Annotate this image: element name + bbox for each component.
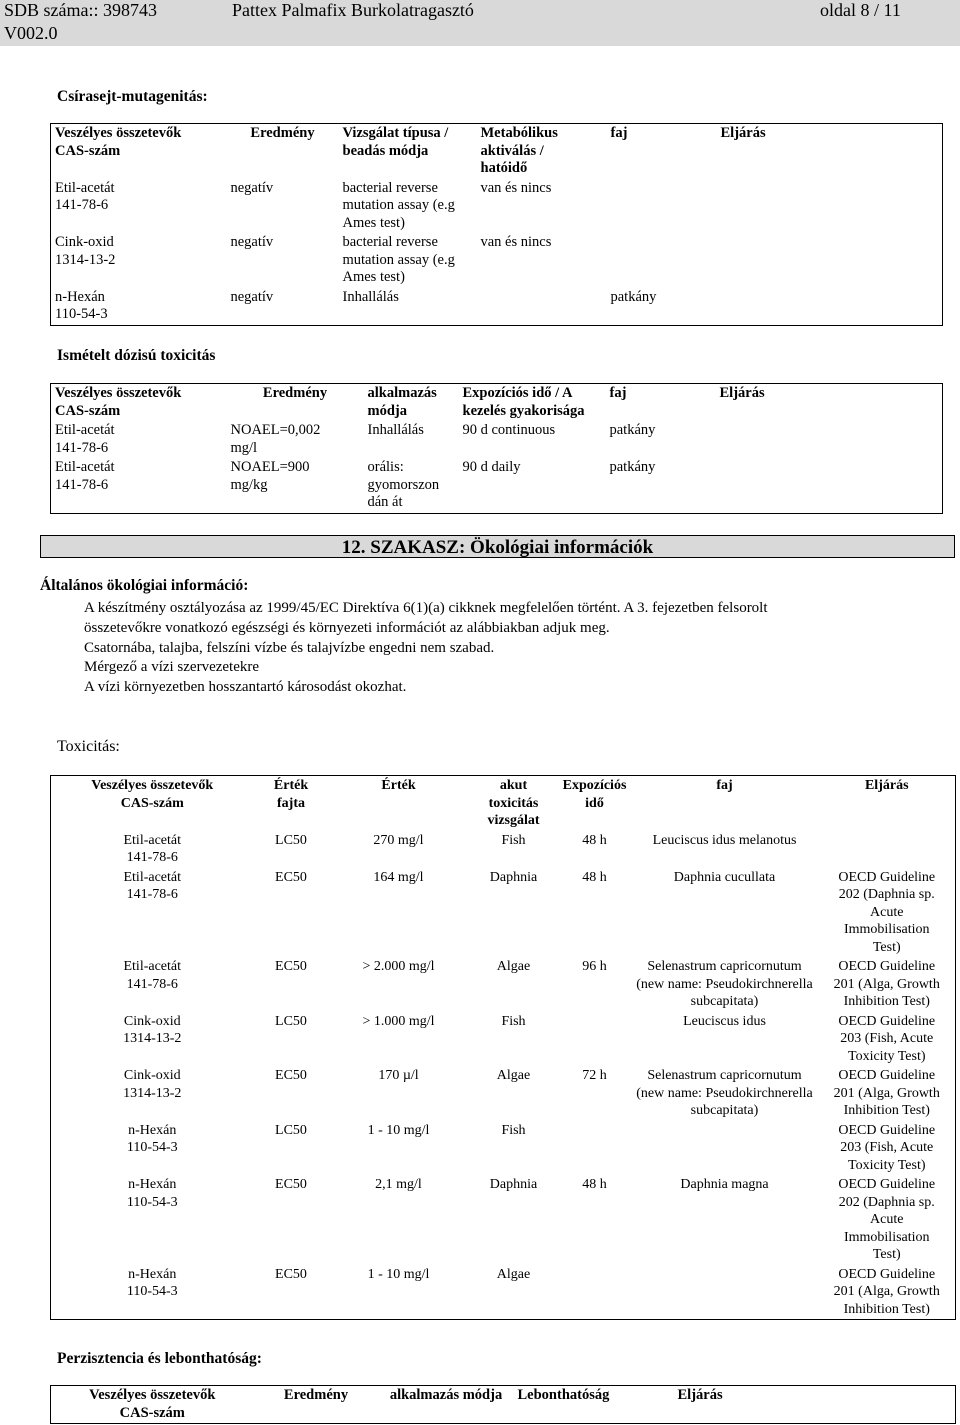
method-line: 202 (Daphnia sp. bbox=[838, 1194, 935, 1210]
method-line: 203 (Fish, Acute bbox=[840, 1031, 934, 1046]
cas-number: 1314-13-2 bbox=[123, 1031, 182, 1046]
ingredient-name: n-Hexán bbox=[128, 1177, 177, 1192]
method-line: Test) bbox=[872, 939, 901, 955]
col-acute-2: toxicitás bbox=[488, 795, 539, 811]
col-value-type-2: fajta bbox=[277, 795, 305, 811]
col-metab-2: aktiválás / bbox=[480, 142, 544, 159]
acute-test: Algae bbox=[496, 1068, 531, 1083]
table-row bbox=[51, 1121, 956, 1176]
species bbox=[631, 1265, 819, 1320]
acute-test: Fish bbox=[501, 1013, 526, 1029]
test-type-3: Ames test) bbox=[342, 269, 405, 285]
species-line: Selenastrum capricornutum bbox=[647, 1068, 802, 1083]
col-exposure: Expozíciós idő / A bbox=[462, 385, 573, 401]
method-line: OECD Guideline bbox=[838, 869, 936, 885]
species-line: subcapitata) bbox=[690, 994, 759, 1009]
value: 2,1 mg/l bbox=[375, 1177, 422, 1192]
method-line: Toxicity Test) bbox=[848, 1157, 926, 1173]
col-ingredient: Veszélyes összetevők bbox=[89, 1387, 216, 1403]
col-acute-3: vizsgálat bbox=[487, 813, 540, 828]
species: patkány bbox=[610, 288, 657, 305]
table-row bbox=[51, 421, 943, 458]
method bbox=[819, 1265, 956, 1320]
ingredient-name: Cink-oxid bbox=[123, 1013, 181, 1029]
species-line: Daphnia magna bbox=[680, 1177, 769, 1192]
method-line: 202 (Daphnia sp. bbox=[838, 887, 935, 902]
test-type: bacterial reverse bbox=[342, 234, 438, 250]
test-type-2: mutation assay (e.g bbox=[342, 197, 455, 213]
germ-cell-title: Csírasejt-mutagenitás: bbox=[57, 88, 208, 105]
species bbox=[607, 179, 717, 234]
cas-number: 141-78-6 bbox=[55, 476, 109, 493]
species bbox=[631, 831, 819, 868]
repeated-dose-title: Ismételt dózisú toxicitás bbox=[57, 347, 216, 364]
method-line: OECD Guideline bbox=[838, 1122, 936, 1138]
col-species: faj bbox=[610, 125, 628, 141]
col-result: Eredmény bbox=[250, 125, 315, 141]
cas-number: 141-78-6 bbox=[55, 439, 109, 456]
col-acute: akut bbox=[499, 778, 528, 793]
table-row bbox=[51, 288, 943, 326]
species bbox=[631, 1175, 819, 1265]
col-application: alkalmazás módja bbox=[389, 1387, 503, 1403]
toxicity-table bbox=[50, 775, 956, 1320]
col-cas: CAS-szám bbox=[55, 402, 121, 419]
col-degradability: Lebonthatóság bbox=[517, 1387, 610, 1403]
exposure-time: 96 h bbox=[582, 959, 607, 974]
ingredient-name: Etil-acetát bbox=[55, 179, 115, 196]
page-header bbox=[0, 0, 960, 46]
table-row bbox=[51, 179, 943, 234]
method-line: Immobilisation bbox=[843, 922, 930, 937]
col-exposure: Expozíciós bbox=[562, 778, 627, 793]
table-row bbox=[51, 1175, 956, 1265]
persistence-table bbox=[50, 1385, 956, 1424]
value: 170 µ/l bbox=[378, 1068, 419, 1083]
method-line: OECD Guideline bbox=[838, 1266, 936, 1282]
col-result: Eredmény bbox=[262, 385, 328, 401]
col-species: faj bbox=[716, 778, 733, 793]
exposure: 90 d daily bbox=[462, 459, 521, 475]
method bbox=[819, 1121, 956, 1176]
exposure: 90 d continuous bbox=[462, 422, 556, 438]
ingredient-cell bbox=[51, 957, 254, 1012]
ingredient-cell bbox=[51, 868, 254, 958]
species-line: (new name: Pseudokirchnerella bbox=[636, 1085, 813, 1101]
product-name: Pattex Palmafix Burkolatragasztó bbox=[232, 0, 474, 20]
cas-number: 141-78-6 bbox=[55, 197, 109, 213]
test-type-2: mutation assay (e.g bbox=[342, 251, 455, 268]
ingredient-name: n-Hexán bbox=[128, 1266, 177, 1282]
method bbox=[819, 868, 956, 958]
col-metab: Metabólikus bbox=[480, 125, 558, 141]
eco-line: Mérgező a vízi szervezetekre bbox=[84, 659, 260, 676]
acute-test: Fish bbox=[501, 832, 526, 848]
col-exposure-2: idő bbox=[585, 795, 604, 811]
metab: van és nincs bbox=[480, 179, 552, 196]
value-type: EC50 bbox=[275, 869, 307, 885]
method-line: OECD Guideline bbox=[838, 1068, 936, 1083]
test-type: Inhallálás bbox=[342, 288, 399, 305]
col-ingredient: Veszélyes összetevők bbox=[55, 125, 182, 141]
ingredient-cell bbox=[51, 1066, 254, 1121]
col-test-type: Vizsgálat típusa / bbox=[342, 125, 449, 141]
general-eco-text bbox=[84, 599, 954, 698]
test-type-3: Ames test) bbox=[342, 214, 405, 231]
method-line: Inhibition Test) bbox=[843, 994, 930, 1009]
col-application-2: módja bbox=[367, 402, 407, 419]
ingredient-cell bbox=[51, 1121, 254, 1176]
value-type: EC50 bbox=[275, 959, 307, 974]
general-eco-title: Általános ökológiai információ: bbox=[40, 577, 249, 594]
col-value: Érték bbox=[381, 778, 416, 793]
species: patkány bbox=[609, 422, 656, 438]
version: V002.0 bbox=[4, 23, 58, 43]
cas-number: 1314-13-2 bbox=[55, 251, 116, 268]
application-3: dán át bbox=[367, 494, 403, 510]
col-test-type-2: beadás módja bbox=[342, 142, 429, 159]
col-exposure-2: kezelés gyakorisága bbox=[462, 402, 585, 419]
table-header-row bbox=[51, 384, 943, 422]
col-cas: CAS-szám bbox=[55, 142, 121, 159]
result-unit: mg/l bbox=[230, 439, 258, 456]
table-header-row bbox=[51, 1386, 956, 1424]
method-line: Immobilisation bbox=[843, 1229, 930, 1245]
species-line: Selenastrum capricornutum bbox=[647, 959, 802, 974]
method-line: Toxicity Test) bbox=[848, 1048, 926, 1064]
ingredient-cell bbox=[51, 1265, 254, 1320]
method bbox=[819, 957, 956, 1012]
species bbox=[631, 1012, 819, 1067]
method bbox=[717, 288, 943, 326]
table-row bbox=[51, 1066, 956, 1121]
col-ingredient: Veszélyes összetevők bbox=[55, 385, 182, 401]
method bbox=[716, 421, 943, 458]
eco-line: Csatornába, talajba, felszíni vízbe és talajvízbe engedni nem szabad. bbox=[84, 639, 495, 656]
sdb-number: SDB száma:: 398743 bbox=[4, 0, 157, 20]
table-header-row bbox=[51, 776, 956, 831]
acute-test: Daphnia bbox=[489, 1177, 538, 1192]
col-metab-3: hatóidő bbox=[480, 160, 528, 176]
cas-number: 110-54-3 bbox=[126, 1140, 178, 1155]
table-row bbox=[51, 831, 956, 868]
species: patkány bbox=[609, 459, 656, 475]
species-line: Leuciscus idus melanotus bbox=[652, 832, 797, 848]
col-cas: CAS-szám bbox=[120, 795, 184, 811]
ingredient-cell bbox=[51, 831, 254, 868]
method-line: OECD Guideline bbox=[838, 1177, 936, 1192]
ingredient-name: Etil-acetát bbox=[123, 832, 182, 848]
method bbox=[717, 233, 943, 288]
col-method: Eljárás bbox=[677, 1387, 723, 1403]
exposure-time: 48 h bbox=[582, 832, 607, 848]
metab: van és nincs bbox=[480, 234, 552, 250]
result: negatív bbox=[230, 179, 274, 196]
exposure-time bbox=[559, 1121, 631, 1176]
table-row bbox=[51, 868, 956, 958]
method-line: 201 (Alga, Growth bbox=[833, 1284, 940, 1299]
value: > 2.000 mg/l bbox=[362, 959, 435, 974]
value: 270 mg/l bbox=[373, 832, 424, 848]
eco-line: A vízi környezetben hosszantartó károsodást okozhat. bbox=[84, 679, 407, 696]
col-species: faj bbox=[609, 385, 627, 401]
species-line: Leuciscus idus bbox=[683, 1013, 766, 1029]
ingredient-name: Etil-acetát bbox=[55, 459, 115, 475]
method-line: 201 (Alga, Growth bbox=[833, 976, 940, 992]
application-2: gyomorszon bbox=[367, 476, 440, 493]
exposure-time: 48 h bbox=[582, 1177, 607, 1192]
cas-number: 141-78-6 bbox=[126, 887, 178, 902]
method-line: Inhibition Test) bbox=[843, 1301, 930, 1317]
ingredient-name: Etil-acetát bbox=[123, 959, 182, 974]
table-row bbox=[51, 1012, 956, 1067]
value: 1 - 10 mg/l bbox=[367, 1266, 430, 1282]
value: 1 - 10 mg/l bbox=[367, 1122, 430, 1138]
germ-cell-table bbox=[50, 123, 943, 326]
value-type: EC50 bbox=[275, 1266, 307, 1282]
col-value-type: Érték bbox=[273, 778, 309, 793]
value-type: EC50 bbox=[275, 1068, 307, 1083]
species bbox=[631, 868, 819, 958]
col-cas: CAS-szám bbox=[119, 1404, 185, 1421]
value-type: EC50 bbox=[275, 1177, 307, 1192]
cas-number: 141-78-6 bbox=[126, 976, 178, 992]
species bbox=[607, 233, 717, 288]
acute-test: Algae bbox=[496, 1266, 531, 1282]
method bbox=[819, 1175, 956, 1265]
ingredient-cell bbox=[51, 1175, 254, 1265]
table-row bbox=[51, 957, 956, 1012]
ingredient-name: n-Hexán bbox=[55, 288, 105, 305]
table-row bbox=[51, 458, 943, 513]
col-method: Eljárás bbox=[864, 778, 909, 793]
result: NOAEL=0,002 bbox=[230, 422, 321, 438]
table-header-row bbox=[51, 124, 943, 179]
result: negatív bbox=[230, 234, 274, 250]
col-method: Eljárás bbox=[719, 385, 765, 401]
method-line: OECD Guideline bbox=[838, 959, 936, 974]
cas-number: 141-78-6 bbox=[126, 850, 178, 865]
exposure-time: 48 h bbox=[582, 869, 607, 885]
application: Inhallálás bbox=[367, 422, 424, 438]
value: > 1.000 mg/l bbox=[362, 1013, 435, 1029]
application: orális: bbox=[367, 459, 404, 475]
ingredient-name: Cink-oxid bbox=[123, 1068, 181, 1083]
table-row bbox=[51, 1265, 956, 1320]
ingredient-cell bbox=[51, 1012, 254, 1067]
species bbox=[631, 957, 819, 1012]
method-line: 203 (Fish, Acute bbox=[840, 1140, 934, 1155]
result: NOAEL=900 bbox=[230, 459, 310, 475]
eco-line: összetevőkre vonatkozó egészségi és környezeti információt az alábbiakban adjuk meg. bbox=[84, 619, 610, 636]
test-type: bacterial reverse bbox=[342, 179, 438, 196]
exposure-time: 72 h bbox=[582, 1068, 607, 1083]
table-row bbox=[51, 233, 943, 288]
exposure-time bbox=[559, 1012, 631, 1067]
col-ingredient: Veszélyes összetevők bbox=[91, 778, 214, 793]
ingredient-name: Etil-acetát bbox=[123, 869, 182, 885]
col-result: Eredmény bbox=[283, 1387, 349, 1403]
method bbox=[717, 179, 943, 234]
species bbox=[631, 1121, 819, 1176]
value-type: LC50 bbox=[275, 1122, 307, 1138]
acute-test: Fish bbox=[501, 1122, 526, 1138]
species-line: subcapitata) bbox=[690, 1103, 759, 1118]
method bbox=[819, 1012, 956, 1067]
result-unit: mg/kg bbox=[230, 476, 268, 493]
species bbox=[631, 1066, 819, 1121]
method-line: Inhibition Test) bbox=[843, 1103, 930, 1118]
col-application: alkalmazás bbox=[367, 385, 437, 401]
cas-number: 110-54-3 bbox=[126, 1284, 178, 1299]
cas-number: 1314-13-2 bbox=[123, 1085, 182, 1101]
method-line: 201 (Alga, Growth bbox=[833, 1085, 940, 1101]
exposure-time bbox=[559, 1265, 631, 1320]
metab bbox=[477, 288, 607, 326]
species-line: Daphnia cucullata bbox=[673, 869, 776, 885]
value-type: LC50 bbox=[275, 832, 307, 848]
persistence-title: Perzisztencia és lebonthatóság: bbox=[57, 1350, 262, 1367]
page-number: oldal 8 / 11 bbox=[820, 0, 901, 20]
value: 164 mg/l bbox=[373, 869, 424, 885]
ingredient-name: Cink-oxid bbox=[55, 234, 114, 250]
toxicity-title: Toxicitás: bbox=[57, 738, 120, 755]
ingredient-name: n-Hexán bbox=[128, 1122, 177, 1138]
acute-test: Daphnia bbox=[489, 869, 538, 885]
method bbox=[819, 1066, 956, 1121]
col-method: Eljárás bbox=[720, 125, 766, 141]
cas-number: 110-54-3 bbox=[126, 1194, 178, 1210]
repeated-dose-table bbox=[50, 383, 943, 514]
acute-test: Algae bbox=[496, 959, 531, 974]
method-line: Test) bbox=[872, 1247, 901, 1262]
method-line: Acute bbox=[870, 1212, 904, 1227]
value-type: LC50 bbox=[275, 1013, 307, 1029]
result: negatív bbox=[230, 288, 274, 305]
ingredient-name: Etil-acetát bbox=[55, 422, 115, 438]
method-line: OECD Guideline bbox=[838, 1013, 936, 1029]
section-12-heading: 12. SZAKASZ: Ökológiai információk bbox=[40, 535, 955, 558]
species-line: (new name: Pseudokirchnerella bbox=[636, 976, 813, 992]
method bbox=[819, 831, 956, 868]
method-line: Acute bbox=[870, 904, 904, 920]
method bbox=[716, 458, 943, 513]
cas-number: 110-54-3 bbox=[55, 306, 108, 322]
eco-line: A készítmény osztályozása az 1999/45/EC Direktíva 6(1)(a) cikknek megfelelően történt. A 3. fejezetben felsorolt bbox=[84, 600, 768, 616]
